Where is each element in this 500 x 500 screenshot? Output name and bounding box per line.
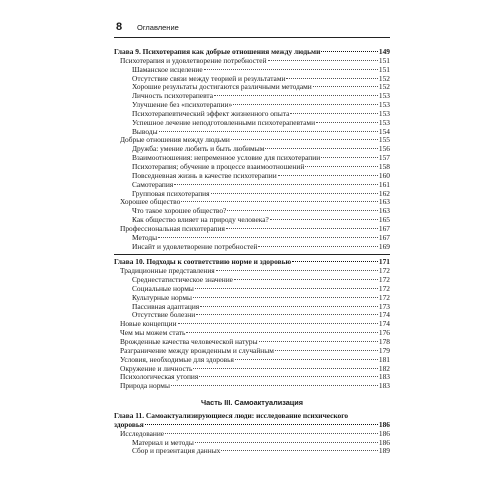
page-ref: 149 — [378, 47, 390, 56]
toc-entry[interactable]: Условия, необходимые для здоровья 181 — [120, 354, 390, 364]
chapter-title-cont: здоровья — [114, 419, 144, 429]
toc-entry[interactable]: Успешное лечение неподготовленными психотерапевтами 153 — [132, 117, 390, 127]
toc-entry[interactable]: Как общество влияет на природу человека? 165 — [132, 215, 390, 225]
toc-entry[interactable]: Пассивная адаптация 173 — [132, 301, 390, 311]
toc-entry[interactable]: Психотерапия и удовлетворение потребностей 151 — [120, 55, 390, 65]
toc-entry[interactable]: Психологическая утопия 183 — [120, 372, 390, 382]
toc-entry[interactable]: Хорошее общество 163 — [120, 197, 390, 207]
chapter-title: Глава 10. Подходы к соответствию норме и здоровью — [114, 257, 292, 267]
toc-entry[interactable]: Хорошие результаты достигаются различными методами 152 — [132, 82, 390, 92]
toc-entry[interactable]: Исследование 186 — [120, 428, 390, 438]
toc-entry[interactable]: Культурные нормы 172 — [132, 292, 390, 302]
toc-entry[interactable]: Среднестатистическое значение 172 — [132, 275, 390, 285]
toc-entry[interactable]: Что такое хорошее общество? 163 — [132, 206, 390, 216]
toc-entry[interactable]: Отсутствие болезни 174 — [132, 310, 390, 320]
toc-entry[interactable]: Личность психотерапевта 153 — [132, 91, 390, 101]
toc-entry[interactable]: Взаимоотношения: непременное условие для психотерапии 157 — [132, 153, 390, 163]
part-heading: Часть III. Самоактуализация — [200, 398, 304, 408]
toc-entry[interactable]: Природа нормы 183 — [120, 381, 390, 391]
table-of-contents — [114, 48, 390, 456]
running-title: Оглавление — [137, 23, 179, 32]
toc-entry[interactable]: Психотерапевтический эффект жизненного опыта 153 — [132, 108, 390, 118]
toc-entry[interactable]: Социальные нормы 172 — [132, 283, 390, 293]
toc-entry[interactable]: Чем мы можем стать 176 — [120, 328, 390, 338]
toc-entry[interactable]: Методы 167 — [132, 232, 390, 242]
header-rule — [114, 37, 390, 38]
toc-entry[interactable]: Групповая психотерапия 162 — [132, 188, 390, 198]
chapter-title[interactable]: Глава 11. Самоактуализирующиеся люди: исследование психического — [114, 411, 349, 421]
toc-entry[interactable]: Новые концепции 174 — [120, 319, 390, 329]
toc-entry[interactable]: Профессиональная психотерапия 167 — [120, 223, 390, 233]
page-number: 8 — [116, 21, 123, 33]
toc-entry[interactable]: Психотерапия; обучение в процессе взаимоотношений 158 — [132, 161, 390, 171]
toc-entry[interactable]: Повседневная жизнь в качестве психотерапии 160 — [132, 170, 390, 180]
toc-entry[interactable]: Разграничение между врожденным и случайным 179 — [120, 345, 390, 355]
page-ref: 186 — [378, 419, 390, 429]
page-ref: 171 — [378, 257, 390, 267]
toc-entry[interactable]: Выводы 154 — [132, 126, 390, 136]
toc-entry[interactable]: Традиционные представления 172 — [120, 266, 390, 276]
toc-entry[interactable]: Шаманское исцеление 151 — [132, 64, 390, 74]
toc-entry[interactable]: Самотерапия 161 — [132, 179, 390, 189]
toc-entry[interactable]: Врожденные качества человеческой натуры 178 — [120, 337, 390, 346]
toc-entry[interactable]: Окружение и личность 182 — [120, 363, 390, 373]
page-header — [114, 21, 390, 45]
chapter-divider — [114, 254, 390, 255]
toc-entry[interactable]: Материал и методы 186 — [132, 437, 390, 447]
chapter-title: Глава 9. Психотерапия как добрые отношения между людьми — [114, 47, 321, 56]
toc-entry[interactable]: Инсайт и удовлетворение потребностей 169 — [132, 241, 390, 251]
toc-entry[interactable]: Дружба: умение любить и быть любимым 156 — [132, 144, 390, 154]
toc-entry[interactable]: Добрые отношения между людьми 155 — [120, 135, 390, 145]
toc-entry[interactable]: Сбор и презентация данных 189 — [132, 446, 390, 456]
toc-entry[interactable]: Улучшение без «психотерапии» 153 — [132, 100, 390, 110]
toc-entry[interactable]: Отсутствие связи между теорией и результатами 152 — [132, 73, 390, 83]
